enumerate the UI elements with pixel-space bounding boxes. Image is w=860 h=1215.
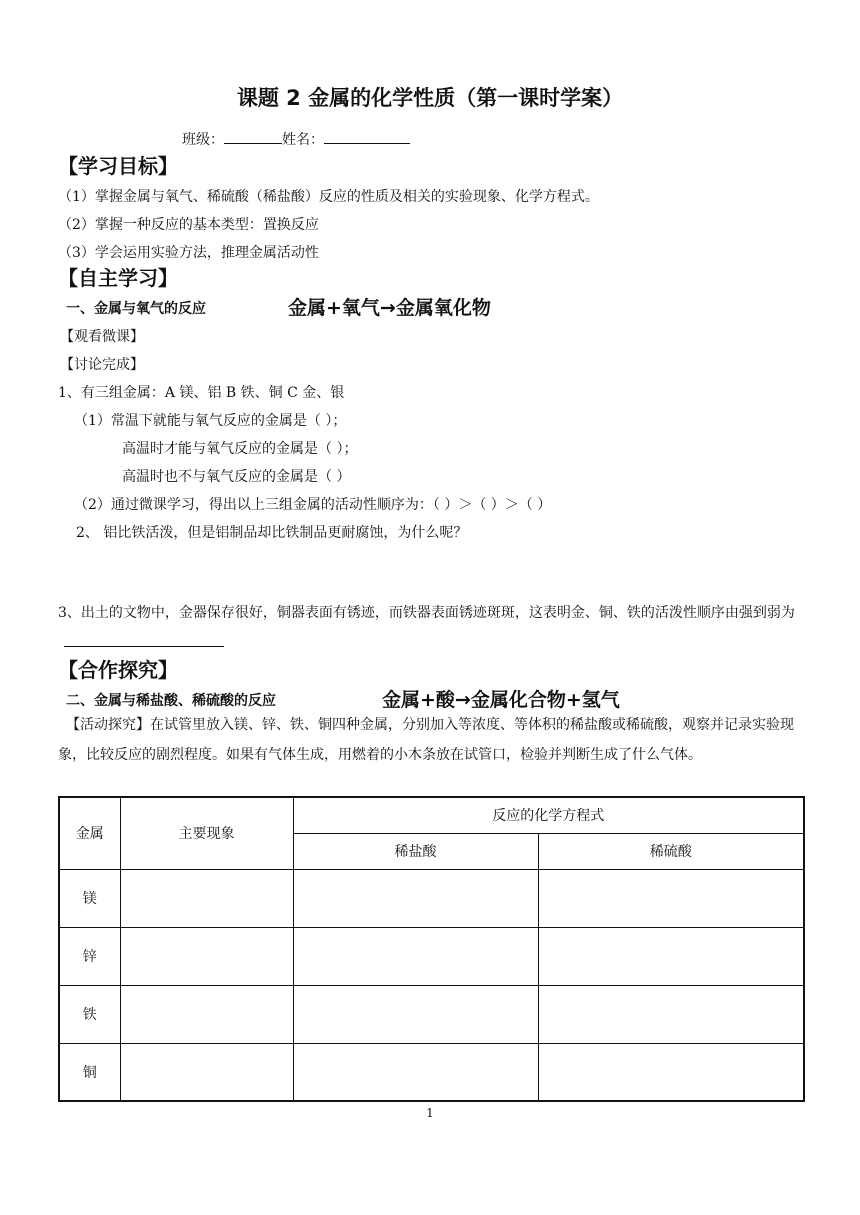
objective-2: （2）掌握一种反应的基本类型：置换反应 [58,217,319,233]
header-phenomenon: 主要现象 [120,797,293,869]
question-1: 1、有三组金属：A 镁、铝 B 铁、铜 C 金、银 [58,385,345,401]
question-3-text: 3、出土的文物中，金器保存很好，铜器表面有锈迹，而铁器表面锈迹斑斑，这表明金、铜、铁的活泼性顺序由强到弱为 [58,605,795,621]
phenomenon-cell[interactable] [120,1043,293,1101]
header-hcl: 稀盐酸 [293,833,538,869]
name-blank[interactable] [324,129,410,144]
hcl-equation-cell[interactable] [293,1043,538,1101]
phenomenon-cell[interactable] [120,869,293,927]
class-label: 班级： [182,132,224,148]
objective-1: （1）掌握金属与氧气、稀硫酸（稀盐酸）反应的性质及相关的实验现象、化学方程式。 [58,189,599,205]
hcl-equation-cell[interactable] [293,869,538,927]
section2-title: 二、金属与稀盐酸、稀硫酸的反应 [66,693,276,709]
cooperative-heading: 【合作探究】 [58,658,178,682]
question-2: 2、 铝比铁活泼，但是铝制品却比铁制品更耐腐蚀，为什么呢？ [76,525,468,541]
question-1-1a: （1）常温下就能与氧气反应的金属是（ ）； [74,413,347,429]
objectives-heading: 【学习目标】 [58,154,178,178]
objective-3: （3）学会运用实验方法，推理金属活动性 [58,245,319,261]
name-label: 姓名： [282,132,324,148]
phenomenon-cell[interactable] [120,927,293,985]
question-3 [58,598,803,658]
row-metal-label: 铜 [59,1043,120,1101]
hcl-equation-cell[interactable] [293,985,538,1043]
row-metal-label: 铁 [59,985,120,1043]
header-equation: 反应的化学方程式 [293,797,804,833]
header-h2so4: 稀硫酸 [538,833,804,869]
section1-title: 一、金属与氧气的反应 [66,301,206,317]
self-study-heading: 【自主学习】 [58,266,178,290]
section2-formula: 金属+酸→金属化合物+氢气 [382,689,620,711]
page-title: 课题 2 金属的化学性质（第一课时学案） [236,86,624,110]
header-metal: 金属 [59,797,120,869]
h2so4-equation-cell[interactable] [538,927,804,985]
question-1-2: （2）通过微课学习，得出以上三组金属的活动性顺序为：（ ）＞（ ）＞（ ） [74,497,552,513]
question-3-blank[interactable] [64,632,224,647]
question-1-1c: 高温时也不与氧气反应的金属是（ ） [122,469,351,485]
question-1-1b: 高温时才能与氧气反应的金属是（ ）； [122,441,358,457]
class-name-line [182,129,410,149]
activity-paragraph: 【活动探究】在试管里放入镁、锌、铁、铜四种金属，分别加入等浓度、等体积的稀盐酸或稀硫酸，观察并记录实验现象，比较反应的剧烈程度。如果有气体生成，用燃着的小木条放在试管口，检验并判断生成了什么气体。 [58,717,794,763]
row-metal-label: 镁 [59,869,120,927]
page-number: 1 [426,1106,434,1120]
phenomenon-cell[interactable] [120,985,293,1043]
hcl-equation-cell[interactable] [293,927,538,985]
section1-formula: 金属+氧气→金属氧化物 [288,297,491,319]
h2so4-equation-cell[interactable] [538,869,804,927]
h2so4-equation-cell[interactable] [538,985,804,1043]
watch-lesson: 【观看微课】 [60,329,144,345]
row-metal-label: 锌 [59,927,120,985]
experiment-table [58,796,805,1102]
discuss-complete: 【讨论完成】 [60,357,144,373]
h2so4-equation-cell[interactable] [538,1043,804,1101]
class-blank[interactable] [224,129,282,144]
